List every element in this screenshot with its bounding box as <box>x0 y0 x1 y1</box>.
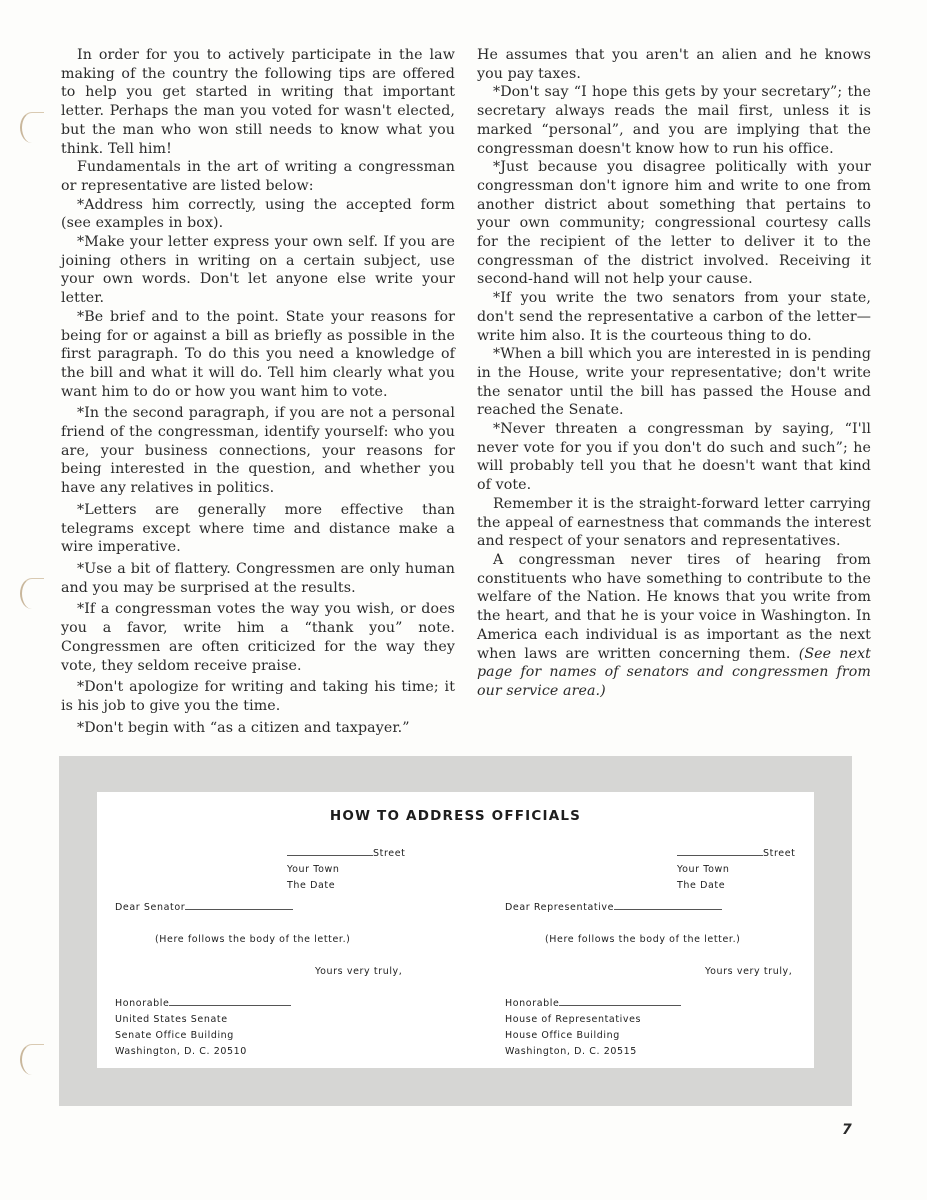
house-letter-heading <box>677 846 795 894</box>
senate-letter-body: (Here follows the body of the letter.) <box>155 934 351 945</box>
left-column <box>61 46 455 737</box>
street-blank <box>287 847 373 856</box>
tip-be-brief: *Be brief and to the point. State your reasons for being for or against a bill as briefly as possible in the first paragraph. To do this you need a knowledge of the bill and what it will do. Tell him clearly what you want him to do or how you want him to vote. <box>61 308 455 400</box>
tip-flattery: *Use a bit of flattery. Congressmen are only human and you may be surprised at the results. <box>61 560 455 596</box>
address-box <box>59 756 852 1106</box>
closing-paragraph <box>477 551 871 701</box>
remember-paragraph: Remember it is the straight-forward letter carrying the appeal of earnestness that commands the interest and respect of your senators and representatives. <box>477 495 871 550</box>
tip-letters-vs-telegrams: *Letters are generally more effective than telegrams except where time and distance make a wire imperative. <box>61 501 455 556</box>
house-letter-body: (Here follows the body of the letter.) <box>545 934 741 945</box>
punch-hole-mark <box>20 1044 44 1075</box>
senate-letter-heading <box>287 846 405 894</box>
address-line: Washington, D. C. 20510 <box>115 1046 247 1057</box>
senate-inside-address <box>115 996 291 1060</box>
senate-letter-closing: Yours very truly, <box>315 966 403 977</box>
street-blank <box>677 847 763 856</box>
house-salutation <box>505 900 722 916</box>
address-line: House of Representatives <box>505 1014 642 1025</box>
tip-second-paragraph: *In the second paragraph, if you are not a personal friend of the congressman, identify yourself: who you are, your business connections, your reasons for being interested in the question, and whether you have any relatives in politics. <box>61 405 455 497</box>
name-blank <box>614 901 722 910</box>
punch-hole-mark <box>20 112 44 143</box>
closing-note: (See next page for names of senators and congressmen from our service area.) <box>477 645 871 699</box>
street-label: Street <box>373 848 406 859</box>
tip-disagree-politically: *Just because you disagree politically with your congressman don't ignore him and write to one from another district about something that pertains to your own community; congressional courtesy calls for the recipient of the letter to deliver it to the congressman of the district involved. Receiving it second-hand will not help your cause. <box>477 159 871 288</box>
continued-paragraph: He assumes that you aren't an alien and he knows you pay taxes. <box>477 47 871 82</box>
address-box-panel <box>97 792 814 1068</box>
honorific-text: Honorable <box>115 998 170 1009</box>
date-label: The Date <box>677 880 726 891</box>
closing-text: A congressman never tires of hearing from constituents who have something to contribute to the welfare of the Nation. He knows that you write from the heart, and that he is your voice in Washington. In America each individual is as important as the next when laws are written concerning them. <box>477 551 871 662</box>
date-label: The Date <box>287 880 336 891</box>
tip-pending-bill: *When a bill which you are interested in is pending in the House, write your representative; don't write the senator until the bill has passed the House and reached the Senate. <box>477 346 871 419</box>
tip-secretary: *Don't say “I hope this gets by your secretary”; the secretary always reads the mail first, unless it is marked “personal”, and you are implying that the congressman doesn't know how to run his office. <box>477 84 871 157</box>
name-blank <box>559 997 681 1006</box>
intro-paragraph: In order for you to actively participate in the law making of the country the following tips are offered to help you get started in writing that important letter. Perhaps the man you voted for wasn't elected, but the man who won still needs to know what you think. Tell him! <box>61 47 455 157</box>
tip-never-threaten: *Never threaten a congressman by saying, “I'll never vote for you if you don't do such and such”; he will probably tell you that he doesn't want that kind of vote. <box>477 421 871 494</box>
address-line: Washington, D. C. 20515 <box>505 1046 637 1057</box>
punch-hole-mark <box>20 578 44 609</box>
tip-address-correctly: *Address him correctly, using the accepted form (see examples in box). <box>61 196 455 232</box>
tip-thank-you: *If a congressman votes the way you wish, or does you a favor, write him a “thank you” note. Congressmen are often criticized for the way they vote, they seldom receive praise. <box>61 601 455 674</box>
name-blank <box>169 997 291 1006</box>
page-number: 7 <box>842 1122 852 1138</box>
name-blank <box>185 901 293 910</box>
town-label: Your Town <box>677 864 730 875</box>
tip-dont-begin: *Don't begin with “as a citizen and taxpayer.” <box>77 719 410 736</box>
street-label: Street <box>763 848 796 859</box>
tip-dont-apologize: *Don't apologize for writing and taking his time; it is his job to give you the time. <box>61 679 455 714</box>
house-letter-closing: Yours very truly, <box>705 966 793 977</box>
senate-salutation <box>115 900 293 916</box>
address-box-title: HOW TO ADDRESS OFFICIALS <box>329 808 582 824</box>
address-line: United States Senate <box>115 1014 228 1025</box>
address-line: House Office Building <box>505 1030 620 1041</box>
salutation-text: Dear Senator <box>115 902 186 913</box>
address-line: Senate Office Building <box>115 1030 234 1041</box>
tip-express-yourself: *Make your letter express your own self. If you are joining others in writing on a certain subject, use your own words. Don't let anyone else write your letter. <box>61 234 455 307</box>
town-label: Your Town <box>287 864 340 875</box>
right-column <box>477 46 871 701</box>
tip-two-senators: *If you write the two senators from your state, don't send the representative a carbon of the letter—write him also. It is the courteous thing to do. <box>477 290 871 344</box>
honorific-text: Honorable <box>505 998 560 1009</box>
fundamentals-paragraph: Fundamentals in the art of writing a congressman or representative are listed below: <box>61 159 455 194</box>
house-inside-address <box>505 996 681 1060</box>
salutation-text: Dear Representative <box>505 902 615 913</box>
